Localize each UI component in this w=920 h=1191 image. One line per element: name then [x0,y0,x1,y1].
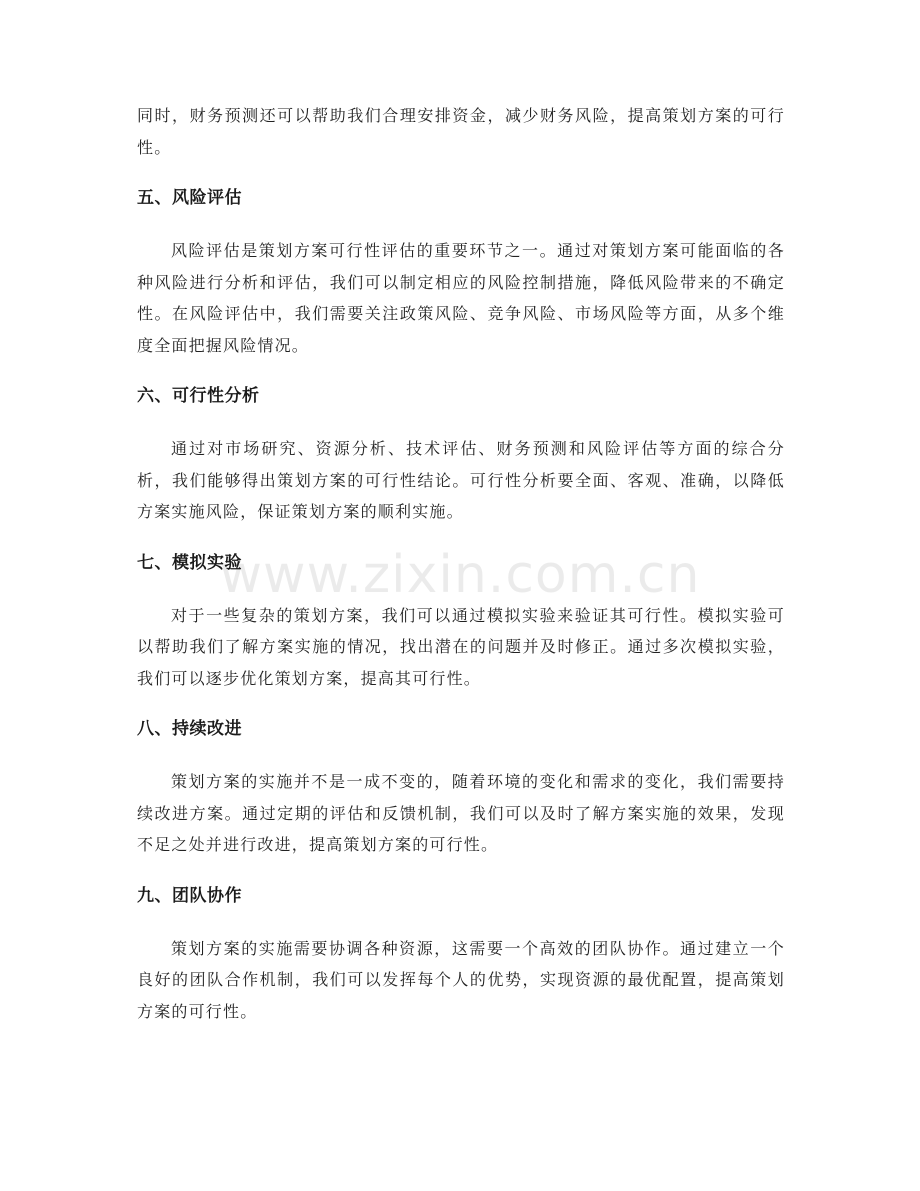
intro-paragraph: 同时，财务预测还可以帮助我们合理安排资金，减少财务风险，提高策划方案的可行性。 [137,106,785,157]
section-heading-simulation: 七、模拟实验 [137,552,242,573]
section-body-feasibility-analysis: 通过对市场研究、资源分析、技术评估、财务预测和风险评估等方面的综合分析，我们能够得出策划方案的可行性结论。可行性分析要全面、客观、准确，以降低方案实施风险，保证策划方案的顺利实施。 [137,439,785,521]
section-heading-continuous-improvement: 八、持续改进 [137,719,242,739]
section-heading-risk-assessment: 五、风险评估 [137,188,242,208]
section-heading-feasibility-analysis: 六、可行性分析 [137,386,260,406]
section-body-continuous-improvement: 策划方案的实施并不是一成不变的，随着环境的变化和需求的变化，我们需要持续改进方案。通过定期的评估和反馈机制，我们可以及时了解方案实施的效果，发现不足之处并进行改进，提高策划方案的可行性。 [137,772,785,854]
document-page [137,100,785,1027]
watermark: www.zixin.com.cn [219,545,701,605]
section-heading-teamwork: 九、团队协作 [137,885,242,906]
section-body-risk-assessment: 风险评估是策划方案可行性评估的重要环节之一。通过对策划方案可能面临的各种风险进行分析和评估，我们可以制定相应的风险控制措施，降低风险带来的不确定性。在风险评估中，我们需要关注政策风险、竞争风险、市场风险等方面，从多个维度全面把握风险情况。 [137,241,785,355]
section-body-simulation: 对于一些复杂的策划方案，我们可以通过模拟实验来验证其可行性。模拟实验可以帮助我们了解方案实施的情况，找出潜在的问题并及时修正。通过多次模拟实验，我们可以逐步优化策划方案，提高其可行性。 [137,605,785,688]
section-body-teamwork: 策划方案的实施需要协调各种资源，这需要一个高效的团队协作。通过建立一个良好的团队合作机制，我们可以发挥每个人的优势，实现资源的最优配置，提高策划方案的可行性。 [137,938,785,1021]
